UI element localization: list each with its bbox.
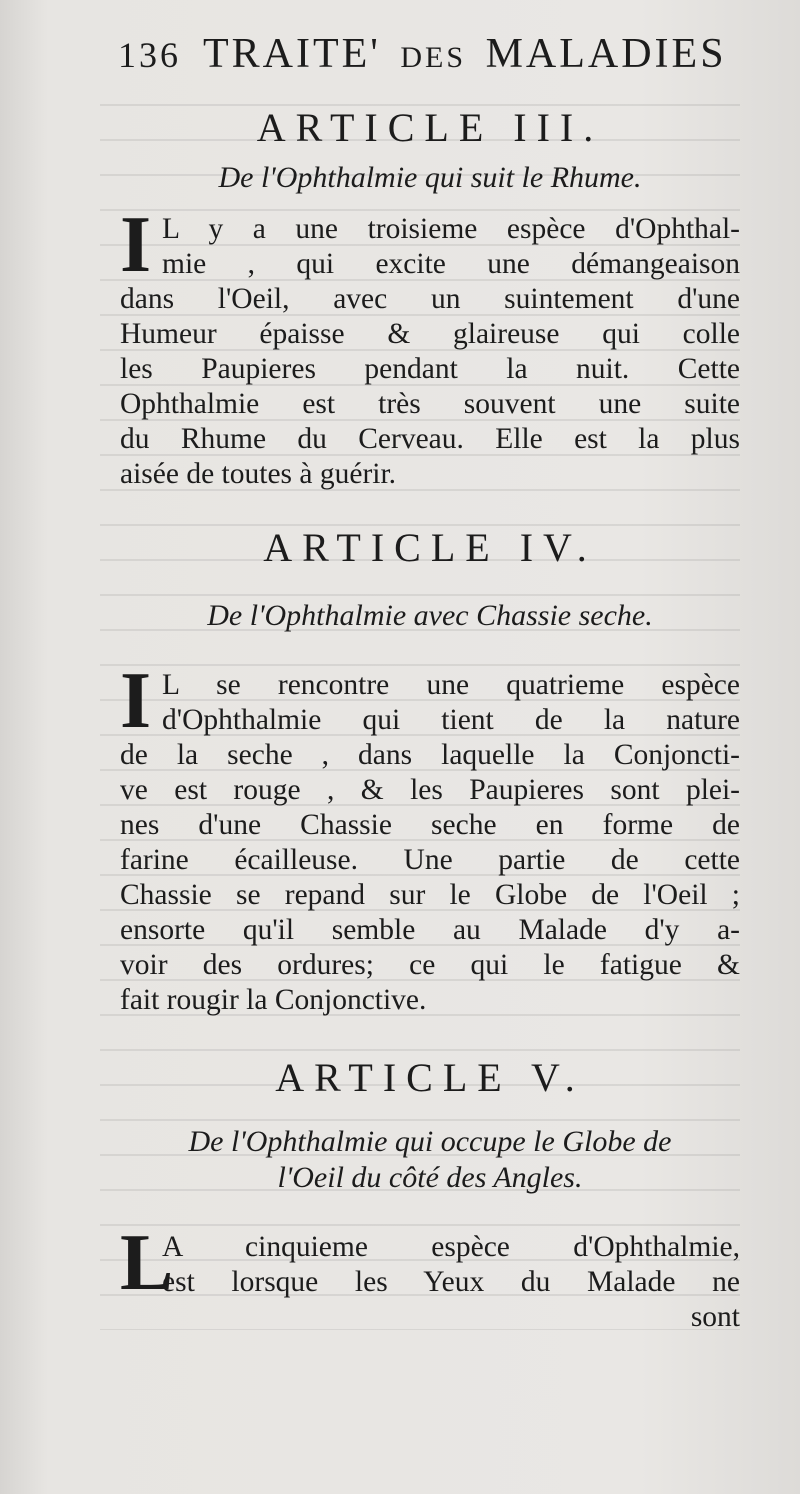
article-3-heading: ARTICLE III. (256, 105, 604, 150)
paragraph-line: voir des ordures; ce qui le fatigue & (120, 949, 740, 981)
article-5-heading: ARTICLE V. (275, 1055, 585, 1100)
paragraph-line: nes d'une Chassie seche en forme de (120, 809, 740, 841)
article-5-subtitle (120, 1124, 740, 1196)
paragraph-line: d'Ophthalmie qui tient de la nature (162, 704, 740, 736)
paragraph-line: Ophthalmie est très souvent une suite (120, 388, 740, 420)
article-4-subtitle (120, 598, 740, 634)
running-header (118, 30, 727, 80)
header-title-1: TRAITE' (203, 31, 381, 77)
paragraph-line: ve est rouge , & les Paupieres sont plei- (120, 774, 740, 806)
paragraph-line: les Paupieres pendant la nuit. Cette (120, 353, 740, 385)
paragraph-line: Chassie se repand sur le Globe de l'Oeil ; (120, 879, 740, 911)
article-4-paragraph (120, 657, 740, 1018)
article-3-dropcap: I (120, 201, 152, 289)
paragraph-line: du Rhume du Cerveau. Elle est la plus (120, 423, 740, 455)
paragraph-line: de la seche , dans laquelle la Conjoncti- (120, 739, 740, 771)
article-5-dropcap: L (120, 1219, 174, 1307)
header-title-3: MALADIES (485, 31, 727, 77)
article-4-heading: ARTICLE IV. (263, 525, 597, 570)
article-5-subtitle-line: De l'Ophthalmie qui occupe le Globe de (188, 1125, 672, 1158)
paragraph-line: Humeur épaisse & glaireuse qui colle (120, 318, 740, 350)
article-3-paragraph (120, 201, 740, 492)
article-5-paragraph (120, 1219, 740, 1335)
paragraph-line: ensorte qu'il semble au Malade d'y a- (120, 914, 740, 946)
header-title-2: DES (400, 41, 467, 74)
article-5-subtitle-line: l'Oeil du côté des Angles. (277, 1161, 583, 1194)
article-4-dropcap: I (120, 657, 152, 745)
page-number: 136 (118, 35, 181, 75)
paragraph-line: farine écailleuse. Une partie de cette (120, 844, 740, 876)
article-4-subtitle-line: De l'Ophthalmie avec Chassie seche. (207, 599, 653, 632)
paragraph-line: L y a une troisieme espèce d'Ophthal- (162, 213, 740, 245)
paragraph-line: mie , qui excite une démangeaison (162, 248, 740, 280)
paragraph-line: dans l'Oeil, avec un suintement d'une (120, 283, 740, 315)
catchword: sont (690, 1301, 740, 1333)
paragraph-line: fait rougir la Conjonctive. (120, 984, 427, 1016)
article-3-subtitle (120, 160, 740, 196)
paragraph-line: L se rencontre une quatrieme espèce (162, 669, 740, 701)
paragraph-line: A cinquieme espèce d'Ophthalmie, (162, 1231, 740, 1263)
paragraph-line: aisée de toutes à guérir. (120, 458, 397, 490)
article-3-subtitle-line: De l'Ophthalmie qui suit le Rhume. (218, 161, 642, 194)
paragraph-line: est lorsque les Yeux du Malade ne (162, 1266, 740, 1298)
